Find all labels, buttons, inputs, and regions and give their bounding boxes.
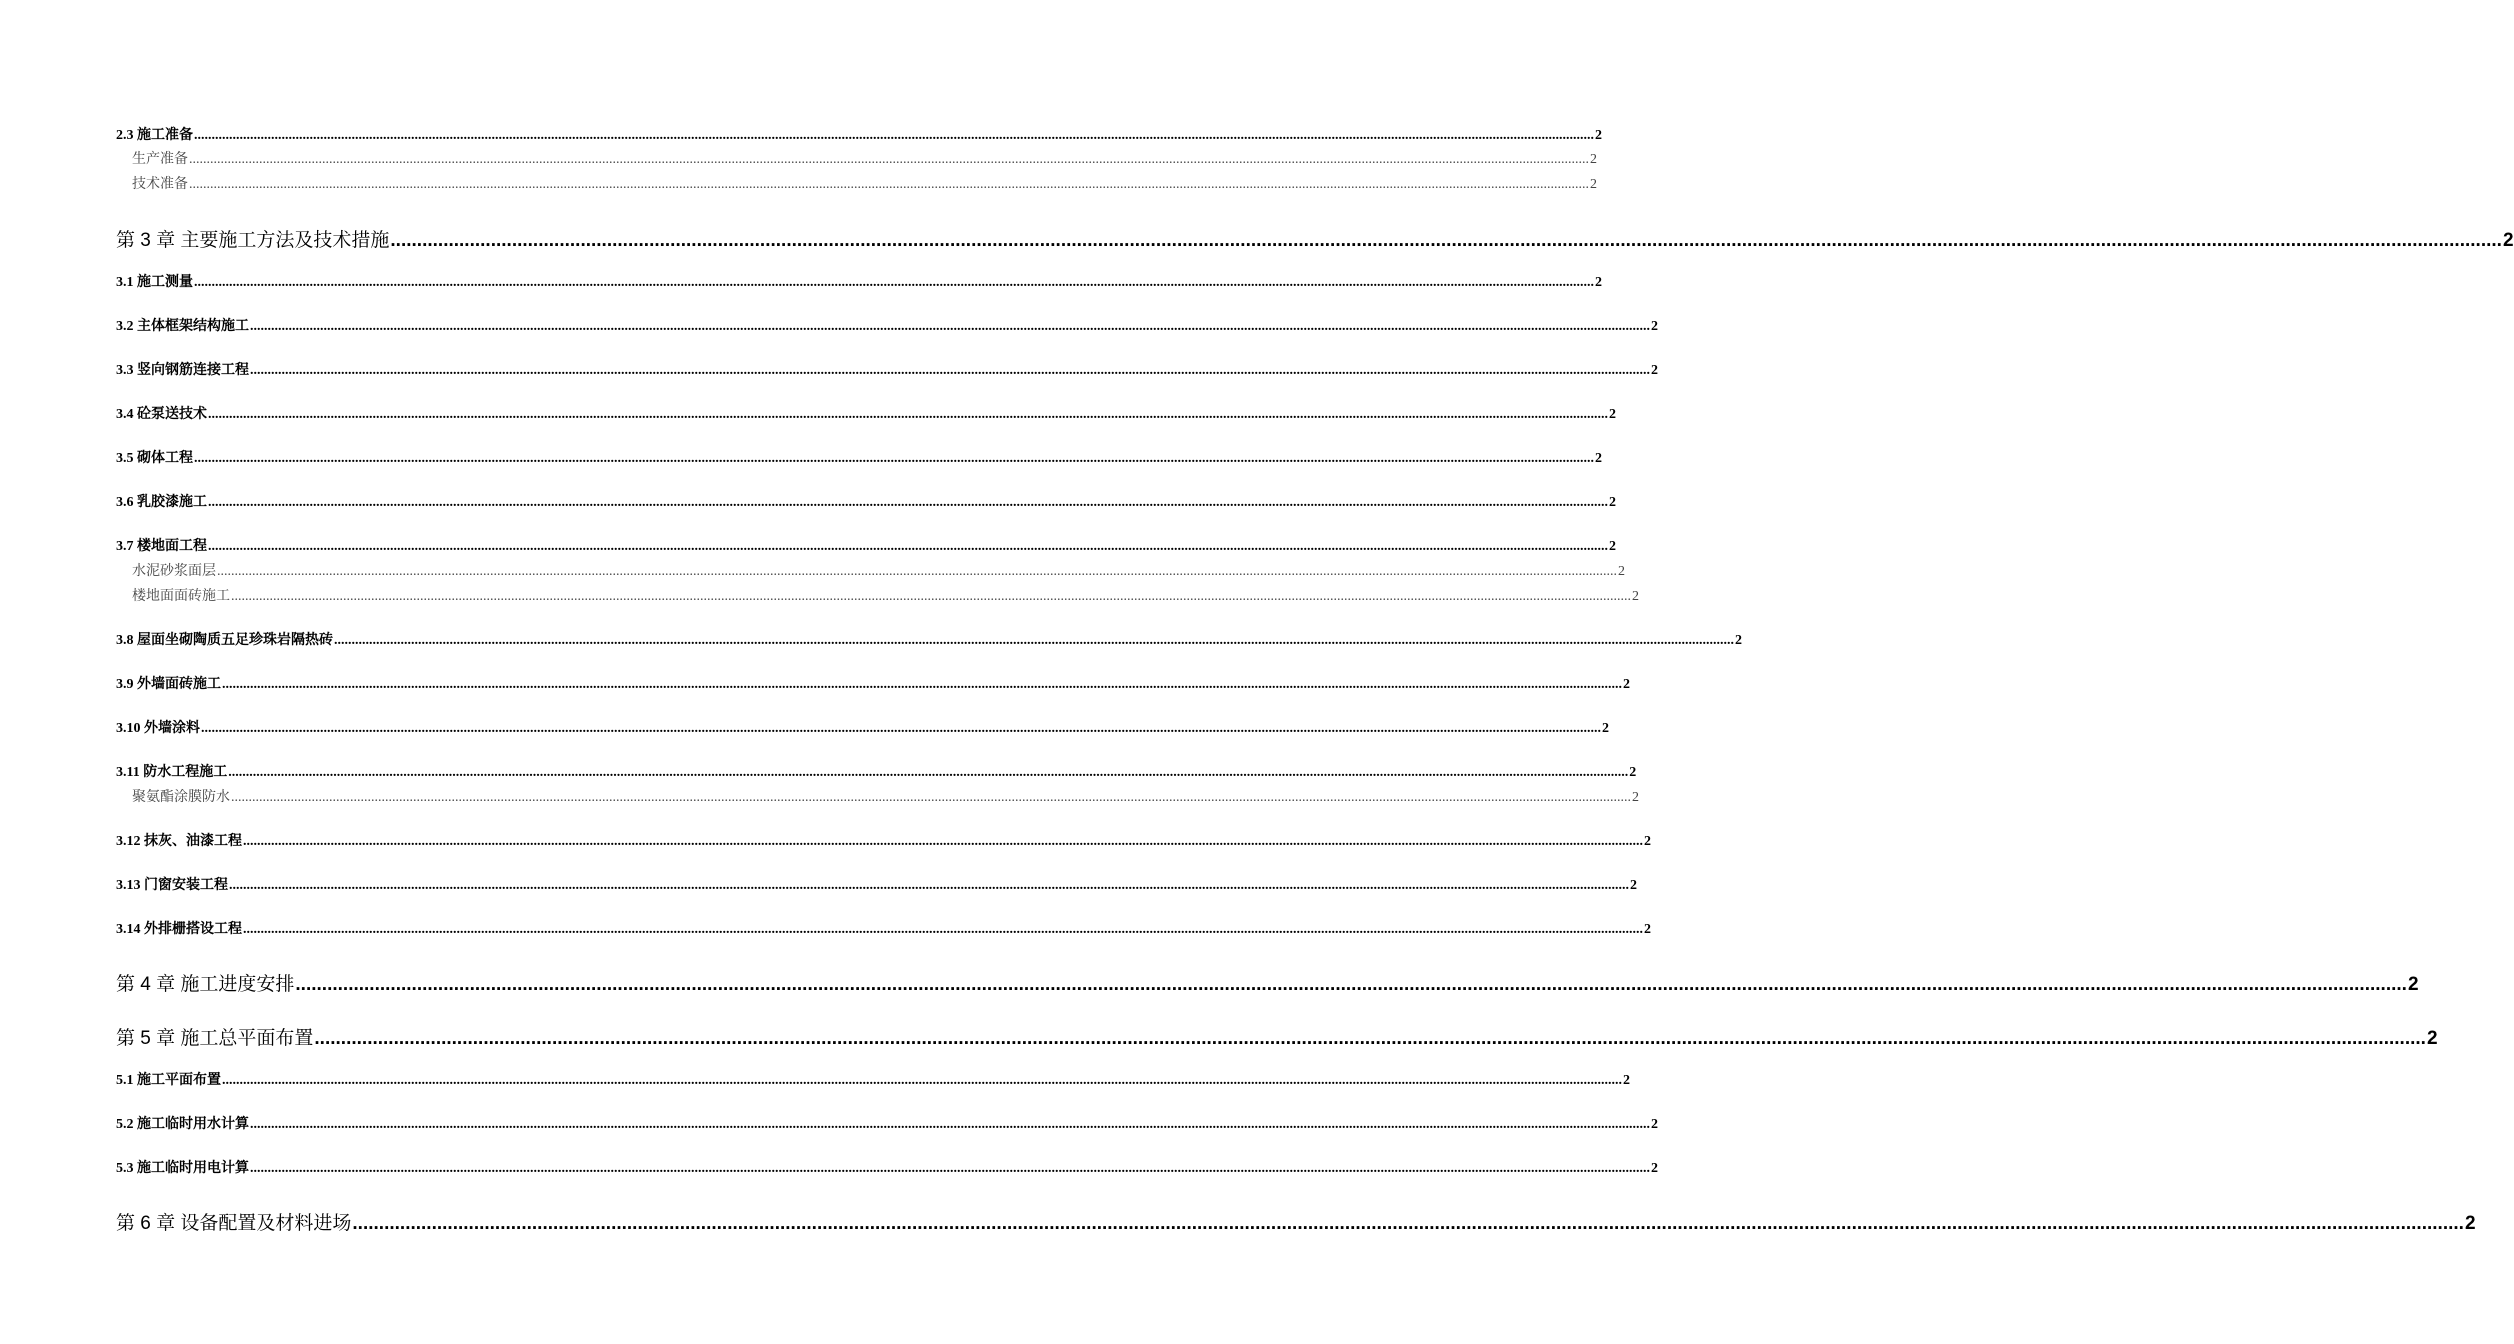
- toc-leader-dots: ................................................................................................................................................................................................................................................................................................................................................................................................................: [222, 1073, 1622, 1088]
- toc-entry-3-8[interactable]: [116, 629, 1742, 649]
- toc-entry-production-prep[interactable]: [132, 148, 1597, 168]
- toc-page-number: 2: [1651, 363, 1658, 378]
- toc-page-number: 2: [1618, 564, 1625, 579]
- toc-entry-5-2[interactable]: [116, 1113, 1658, 1133]
- toc-leader-dots: ................................................................................................................................................................................................................................................................................................................................................................................................................: [352, 1213, 2464, 1234]
- toc-entry-3-10[interactable]: [116, 717, 1609, 737]
- toc-entry-label: 3.4 砼泵送技术: [116, 407, 207, 422]
- toc-chapter-label: 第 6 章 设备配置及材料进场: [116, 1213, 352, 1234]
- toc-entry-3-12[interactable]: [116, 830, 1651, 850]
- toc-page-number: 2: [1590, 177, 1597, 192]
- toc-chapter-3[interactable]: [116, 225, 2514, 252]
- toc-page-number: 2: [1595, 128, 1602, 143]
- toc-entry-5-3[interactable]: [116, 1157, 1658, 1177]
- toc-leader-dots: ................................................................................................................................................................................................................................................................................................................................................................................................................: [250, 319, 1650, 334]
- toc-page-number: 2: [1651, 1117, 1658, 1132]
- toc-entry-3-2[interactable]: [116, 315, 1658, 335]
- toc-entry-3-4[interactable]: [116, 403, 1616, 423]
- toc-chapter-6[interactable]: [116, 1208, 2476, 1235]
- toc-leader-dots: ................................................................................................................................................................................................................................................................................................................................................................................................................: [189, 152, 1589, 167]
- toc-leader-dots: ................................................................................................................................................................................................................................................................................................................................................................................................................: [217, 564, 1617, 579]
- toc-entry-3-6[interactable]: [116, 491, 1616, 511]
- toc-leader-dots: ................................................................................................................................................................................................................................................................................................................................................................................................................: [208, 539, 1608, 554]
- toc-entry-label: 3.11 防水工程施工: [116, 765, 228, 780]
- toc-page-number: 2: [1630, 878, 1637, 893]
- toc-page-number: 2: [1609, 539, 1616, 554]
- toc-entry-label: 生产准备: [132, 152, 188, 167]
- toc-entry-label: 3.5 砌体工程: [116, 451, 193, 466]
- toc-page-number: 2: [1609, 407, 1616, 422]
- toc-entry-label: 5.3 施工临时用电计算: [116, 1161, 249, 1176]
- toc-entry-label: 楼地面面砖施工: [132, 589, 230, 604]
- toc-chapter-4[interactable]: [116, 969, 2419, 996]
- toc-entry-polyurethane[interactable]: [132, 786, 1639, 806]
- toc-leader-dots: ................................................................................................................................................................................................................................................................................................................................................................................................................: [194, 128, 1594, 143]
- toc-entry-3-7[interactable]: [116, 535, 1616, 555]
- toc-leader-dots: ................................................................................................................................................................................................................................................................................................................................................................................................................: [194, 451, 1594, 466]
- toc-chapter-label: 第 4 章 施工进度安排: [116, 974, 295, 995]
- toc-page-number: 2: [1623, 1073, 1630, 1088]
- toc-chapter-label: 第 5 章 施工总平面布置: [116, 1028, 314, 1049]
- toc-page-number: 2: [1609, 495, 1616, 510]
- toc-leader-dots: ................................................................................................................................................................................................................................................................................................................................................................................................................: [229, 878, 1629, 893]
- toc-page-number: 2: [1623, 677, 1630, 692]
- toc-leader-dots: ................................................................................................................................................................................................................................................................................................................................................................................................................: [228, 765, 1629, 780]
- toc-page-number: 2: [1632, 589, 1639, 604]
- toc-leader-dots: ................................................................................................................................................................................................................................................................................................................................................................................................................: [201, 721, 1601, 736]
- toc-entry-label: 3.2 主体框架结构施工: [116, 319, 249, 334]
- toc-page-number: 2: [2502, 230, 2514, 251]
- toc-entry-cement-mortar[interactable]: [132, 560, 1625, 580]
- toc-leader-dots: ................................................................................................................................................................................................................................................................................................................................................................................................................: [314, 1028, 2426, 1049]
- toc-leader-dots: ................................................................................................................................................................................................................................................................................................................................................................................................................: [250, 1117, 1650, 1132]
- toc-leader-dots: ................................................................................................................................................................................................................................................................................................................................................................................................................: [250, 363, 1650, 378]
- toc-leader-dots: ................................................................................................................................................................................................................................................................................................................................................................................................................: [295, 974, 2407, 995]
- toc-page-number: 2: [1644, 834, 1651, 849]
- toc-page-number: 2: [1644, 922, 1651, 937]
- toc-page-number: 2: [1651, 1161, 1658, 1176]
- toc-page-number: 2: [1602, 721, 1609, 736]
- toc-page-number: 2: [1651, 319, 1658, 334]
- toc-page-number: 2: [1590, 152, 1597, 167]
- toc-entry-label: 3.1 施工测量: [116, 275, 193, 290]
- toc-chapter-5[interactable]: [116, 1023, 2438, 1050]
- toc-entry-label: 3.13 门窗安装工程: [116, 878, 228, 893]
- toc-leader-dots: ................................................................................................................................................................................................................................................................................................................................................................................................................: [208, 407, 1608, 422]
- toc-leader-dots: ................................................................................................................................................................................................................................................................................................................................................................................................................: [208, 495, 1608, 510]
- toc-entry-label: 聚氨酯涂膜防水: [132, 790, 230, 805]
- toc-entry-floor-tile[interactable]: [132, 585, 1639, 605]
- toc-entry-3-11[interactable]: [116, 761, 1637, 781]
- toc-entry-technical-prep[interactable]: [132, 173, 1597, 193]
- toc-leader-dots: ................................................................................................................................................................................................................................................................................................................................................................................................................: [250, 1161, 1650, 1176]
- toc-entry-label: 3.7 楼地面工程: [116, 539, 207, 554]
- toc-leader-dots: ................................................................................................................................................................................................................................................................................................................................................................................................................: [222, 677, 1622, 692]
- toc-entry-3-1[interactable]: [116, 271, 1602, 291]
- toc-leader-dots: ................................................................................................................................................................................................................................................................................................................................................................................................................: [231, 790, 1631, 805]
- toc-entry-label: 5.2 施工临时用水计算: [116, 1117, 249, 1132]
- toc-leader-dots: ................................................................................................................................................................................................................................................................................................................................................................................................................: [243, 922, 1643, 937]
- toc-page-number: 2: [1629, 765, 1637, 780]
- toc-page-number: 2: [2407, 974, 2419, 995]
- toc-entry-3-9[interactable]: [116, 673, 1630, 693]
- toc-entry-label: 5.1 施工平面布置: [116, 1073, 221, 1088]
- toc-entry-label: 3.10 外墙涂料: [116, 721, 200, 736]
- toc-page-number: 2: [1595, 275, 1602, 290]
- toc-leader-dots: ................................................................................................................................................................................................................................................................................................................................................................................................................: [334, 633, 1734, 648]
- toc-entry-label: 3.9 外墙面砖施工: [116, 677, 221, 692]
- toc-entry-5-1[interactable]: [116, 1069, 1630, 1089]
- toc-entry-label: 3.6 乳胶漆施工: [116, 495, 207, 510]
- toc-entry-label: 2.3 施工准备: [116, 128, 193, 143]
- toc-entry-3-5[interactable]: [116, 447, 1602, 467]
- toc-chapter-label: 第 3 章 主要施工方法及技术措施: [116, 230, 390, 251]
- toc-page-number: 2: [2464, 1213, 2476, 1234]
- toc-leader-dots: ................................................................................................................................................................................................................................................................................................................................................................................................................: [189, 177, 1589, 192]
- toc-page-number: 2: [1632, 790, 1639, 805]
- toc-entry-label: 3.8 屋面坐砌陶质五足珍珠岩隔热砖: [116, 633, 333, 648]
- toc-page-number: 2: [2426, 1028, 2438, 1049]
- toc-page-number: 2: [1595, 451, 1602, 466]
- toc-entry-3-14[interactable]: [116, 918, 1651, 938]
- toc-entry-label: 技术准备: [132, 177, 188, 192]
- toc-entry-3-13[interactable]: [116, 874, 1637, 894]
- toc-entry-2-3[interactable]: [116, 124, 1602, 144]
- toc-entry-label: 水泥砂浆面层: [132, 564, 216, 579]
- toc-leader-dots: ................................................................................................................................................................................................................................................................................................................................................................................................................: [194, 275, 1594, 290]
- toc-leader-dots: ................................................................................................................................................................................................................................................................................................................................................................................................................: [390, 230, 2502, 251]
- toc-entry-label: 3.12 抹灰、油漆工程: [116, 834, 242, 849]
- toc-leader-dots: ................................................................................................................................................................................................................................................................................................................................................................................................................: [243, 834, 1643, 849]
- toc-entry-3-3[interactable]: [116, 359, 1658, 379]
- toc-entry-label: 3.3 竖向钢筋连接工程: [116, 363, 249, 378]
- toc-page-number: 2: [1735, 633, 1742, 648]
- toc-entry-label: 3.14 外排栅搭设工程: [116, 922, 242, 937]
- toc-leader-dots: ................................................................................................................................................................................................................................................................................................................................................................................................................: [231, 589, 1631, 604]
